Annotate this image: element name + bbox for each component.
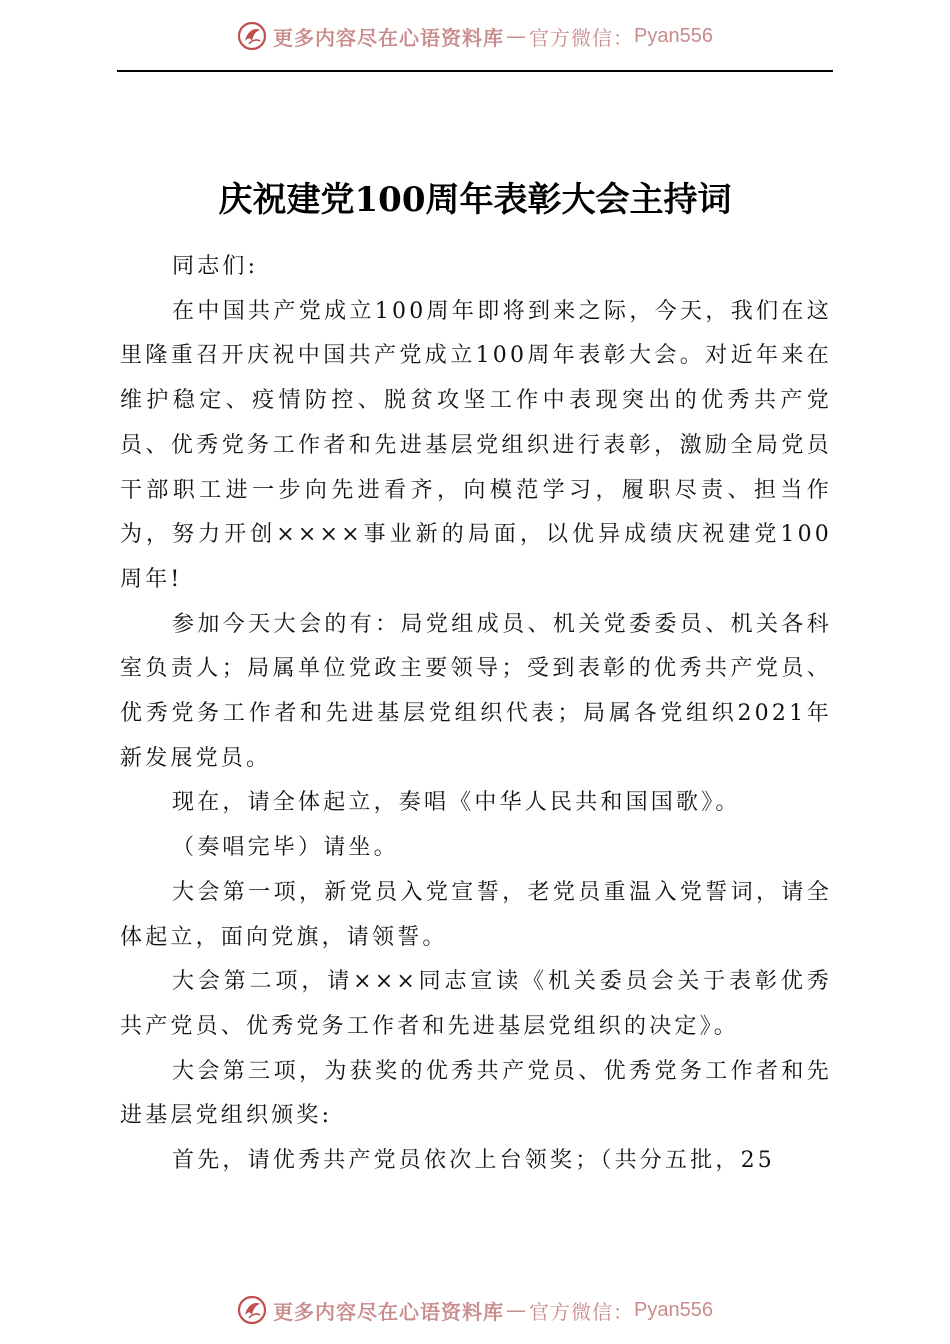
paragraph-be-seated: （奏唱完毕）请坐。 [172,835,399,861]
brand-logo-icon [237,1295,267,1325]
watermark-dash: — [506,1298,528,1322]
header-watermark [0,16,950,56]
watermark-text: 更多内容尽在心语资料库 [273,25,505,50]
watermark-text: 更多内容尽在心语资料库 [273,1299,505,1324]
footer-watermark [0,1290,950,1330]
watermark-dash: — [506,24,528,48]
watermark-wechat-id: Pyan556 [634,1298,713,1321]
watermark-label: 官方微信： [529,25,635,50]
paragraph-item-three: 大会第三项，为获奖的优秀共产党员、优秀党务工作者和先进基层党组织颁奖: [120,1058,832,1129]
watermark-wechat-id: Pyan556 [634,24,713,47]
paragraph-item-two: 大会第二项，请×××同志宣读《机关委员会关于表彰优秀共产党员、优秀党务工作者和先进基层党组织的决定》。 [120,969,832,1039]
header-divider [117,70,833,72]
document-body [120,245,832,1184]
paragraph-first-awards: 首先，请优秀共产党员依次上台领奖；（共分五批，25 [172,1148,775,1174]
brand-logo-icon [237,21,267,51]
paragraph-attendees: 参加今天大会的有：局党组成员、机关党委委员、机关各科室负责人；局属单位党政主要领导；受到表彰的优秀共产党员、优秀党务工作者和先进基层党组织代表；局属各党组织2021年新发展党员。 [120,611,832,771]
watermark-label: 官方微信： [529,1299,635,1324]
paragraph-greeting: 同志们: [172,254,259,279]
paragraph-item-one: 大会第一项，新党员入党宣誓，老党员重温入党誓词，请全体起立，面向党旗，请领誓。 [120,879,832,950]
paragraph-opening: 在中国共产党成立100周年即将到来之际，今天，我们在这里隆重召开庆祝中国共产党成立100周年表彰大会。对近年来在维护稳定、疫情防控、脱贫攻坚工作中表现突出的优秀共产党员、优秀党务工作者和先进基层党组织进行表彰，激励全局党员干部职工进一步向先进看齐，向模范学习，履职尽责、担当作为，努力开创××××事业新的局面，以优异成绩庆祝建党100周年! [120,298,832,592]
document-title: 庆祝建党100周年表彰大会主持词 [218,180,732,220]
paragraph-anthem: 现在，请全体起立，奏唱《中华人民共和国国歌》。 [172,790,741,816]
